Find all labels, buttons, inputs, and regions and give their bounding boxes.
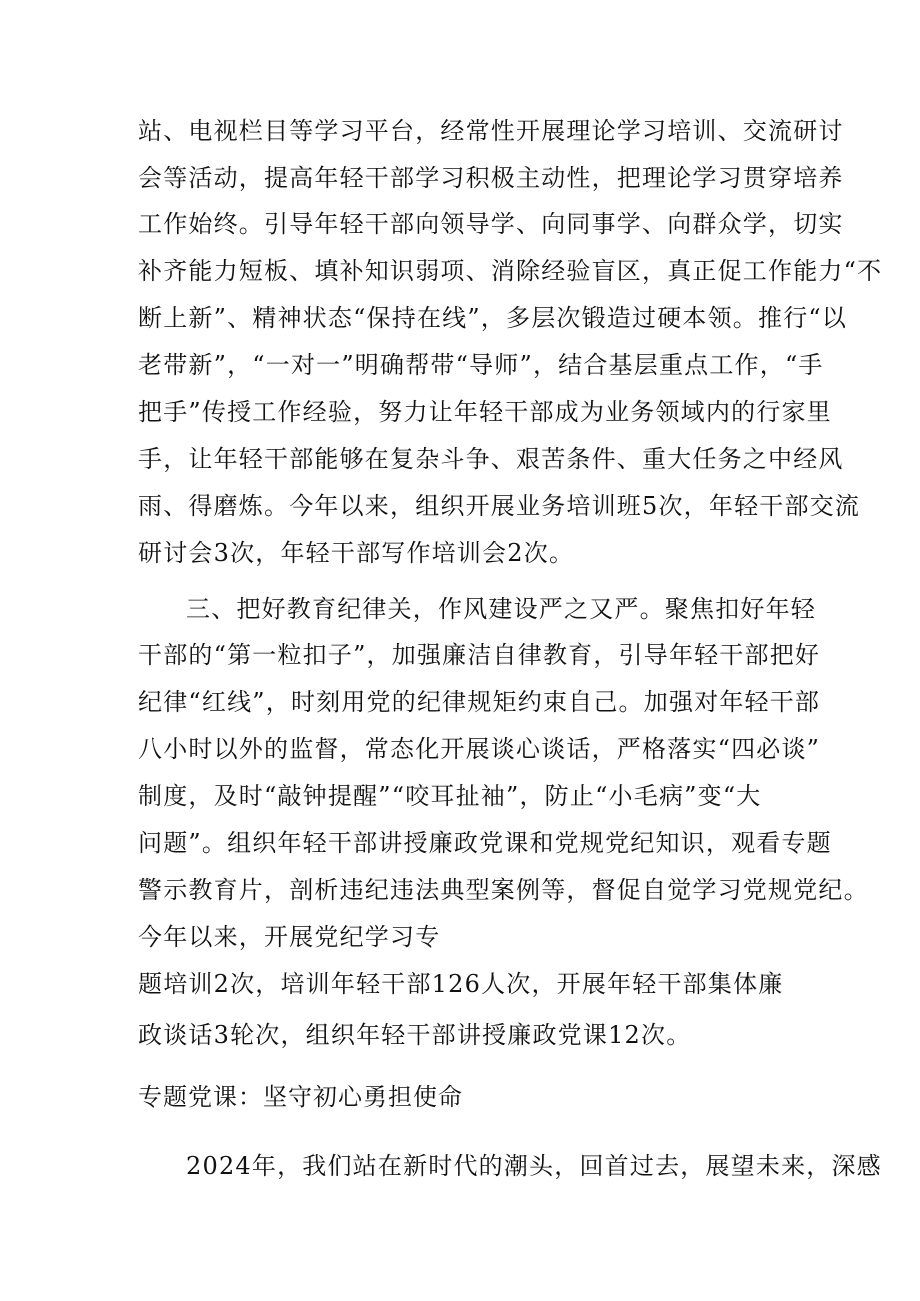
para2-line-10: 政谈话3轮次，组织年轻干部讲授廉政党课12次。 xyxy=(138,1021,692,1049)
para2-line-2: 干部的“第一粒扣子”，加强廉洁自律教育，引导年轻干部把好 xyxy=(138,641,821,669)
para2-line-8: 今年以来，开展党纪学习专 xyxy=(138,923,441,951)
para1-line-3: 工作始终。引导年轻干部向领导学、向同事学、向群众学，切实 xyxy=(138,210,844,238)
section-title: 专题党课：坚守初心勇担使命 xyxy=(138,1083,463,1111)
para2-line-1: 三、把好教育纪律关，作风建设严之又严。聚焦扣好年轻 xyxy=(186,595,816,623)
para2-line-4: 八小时以外的监督，常态化开展谈心谈话，严格落实“四必谈” xyxy=(138,735,821,763)
para1-line-4: 补齐能力短板、填补知识弱项、消除经验盲区，真正促工作能力“不 xyxy=(138,257,883,285)
para1-line-10: 研讨会3次，年轻干部写作培训会2次。 xyxy=(138,539,575,567)
para2-line-9: 题培训2次，培训年轻干部126人次，开展年轻干部集体廉 xyxy=(138,970,784,998)
para2-line-6: 问题”。组织年轻干部讲授廉政党课和党规党纪知识，观看专题 xyxy=(138,829,832,857)
para1-line-7: 把手”传授工作经验，努力让年轻干部成为业务领域内的行家里 xyxy=(138,398,832,426)
para2-line-5: 制度，及时“敲钟提醒”“咬耳扯袖”，防止“小毛病”变“大 xyxy=(138,782,762,810)
para2-line-3: 纪律“红线”，时刻用党的纪律规矩约束自己。加强对年轻干部 xyxy=(138,688,821,716)
para1-line-1: 站、电视栏目等学习平台，经常性开展理论学习培训、交流研讨 xyxy=(138,117,844,145)
para1-line-5: 断上新”、精神状态“保持在线”，多层次锻造过硬本领。推行“以 xyxy=(138,304,848,332)
para3-line-1: 2024年，我们站在新时代的潮头，回首过去，展望未来，深感 xyxy=(186,1152,882,1180)
para2-line-7: 警示教育片，剖析违纪违法典型案例等，督促自觉学习党规党纪。 xyxy=(138,876,869,904)
para1-line-9: 雨、得磨炼。今年以来，组织开展业务培训班5次，年轻干部交流 xyxy=(138,492,861,520)
para1-line-6: 老带新”，“一对一”明确帮带“导师”，结合基层重点工作，“手 xyxy=(138,351,824,379)
para1-line-8: 手，让年轻干部能够在复杂斗争、艰苦条件、重大任务之中经风 xyxy=(138,445,844,473)
para1-line-2: 会等活动，提高年轻干部学习积极主动性，把理论学习贯穿培养 xyxy=(138,164,844,192)
